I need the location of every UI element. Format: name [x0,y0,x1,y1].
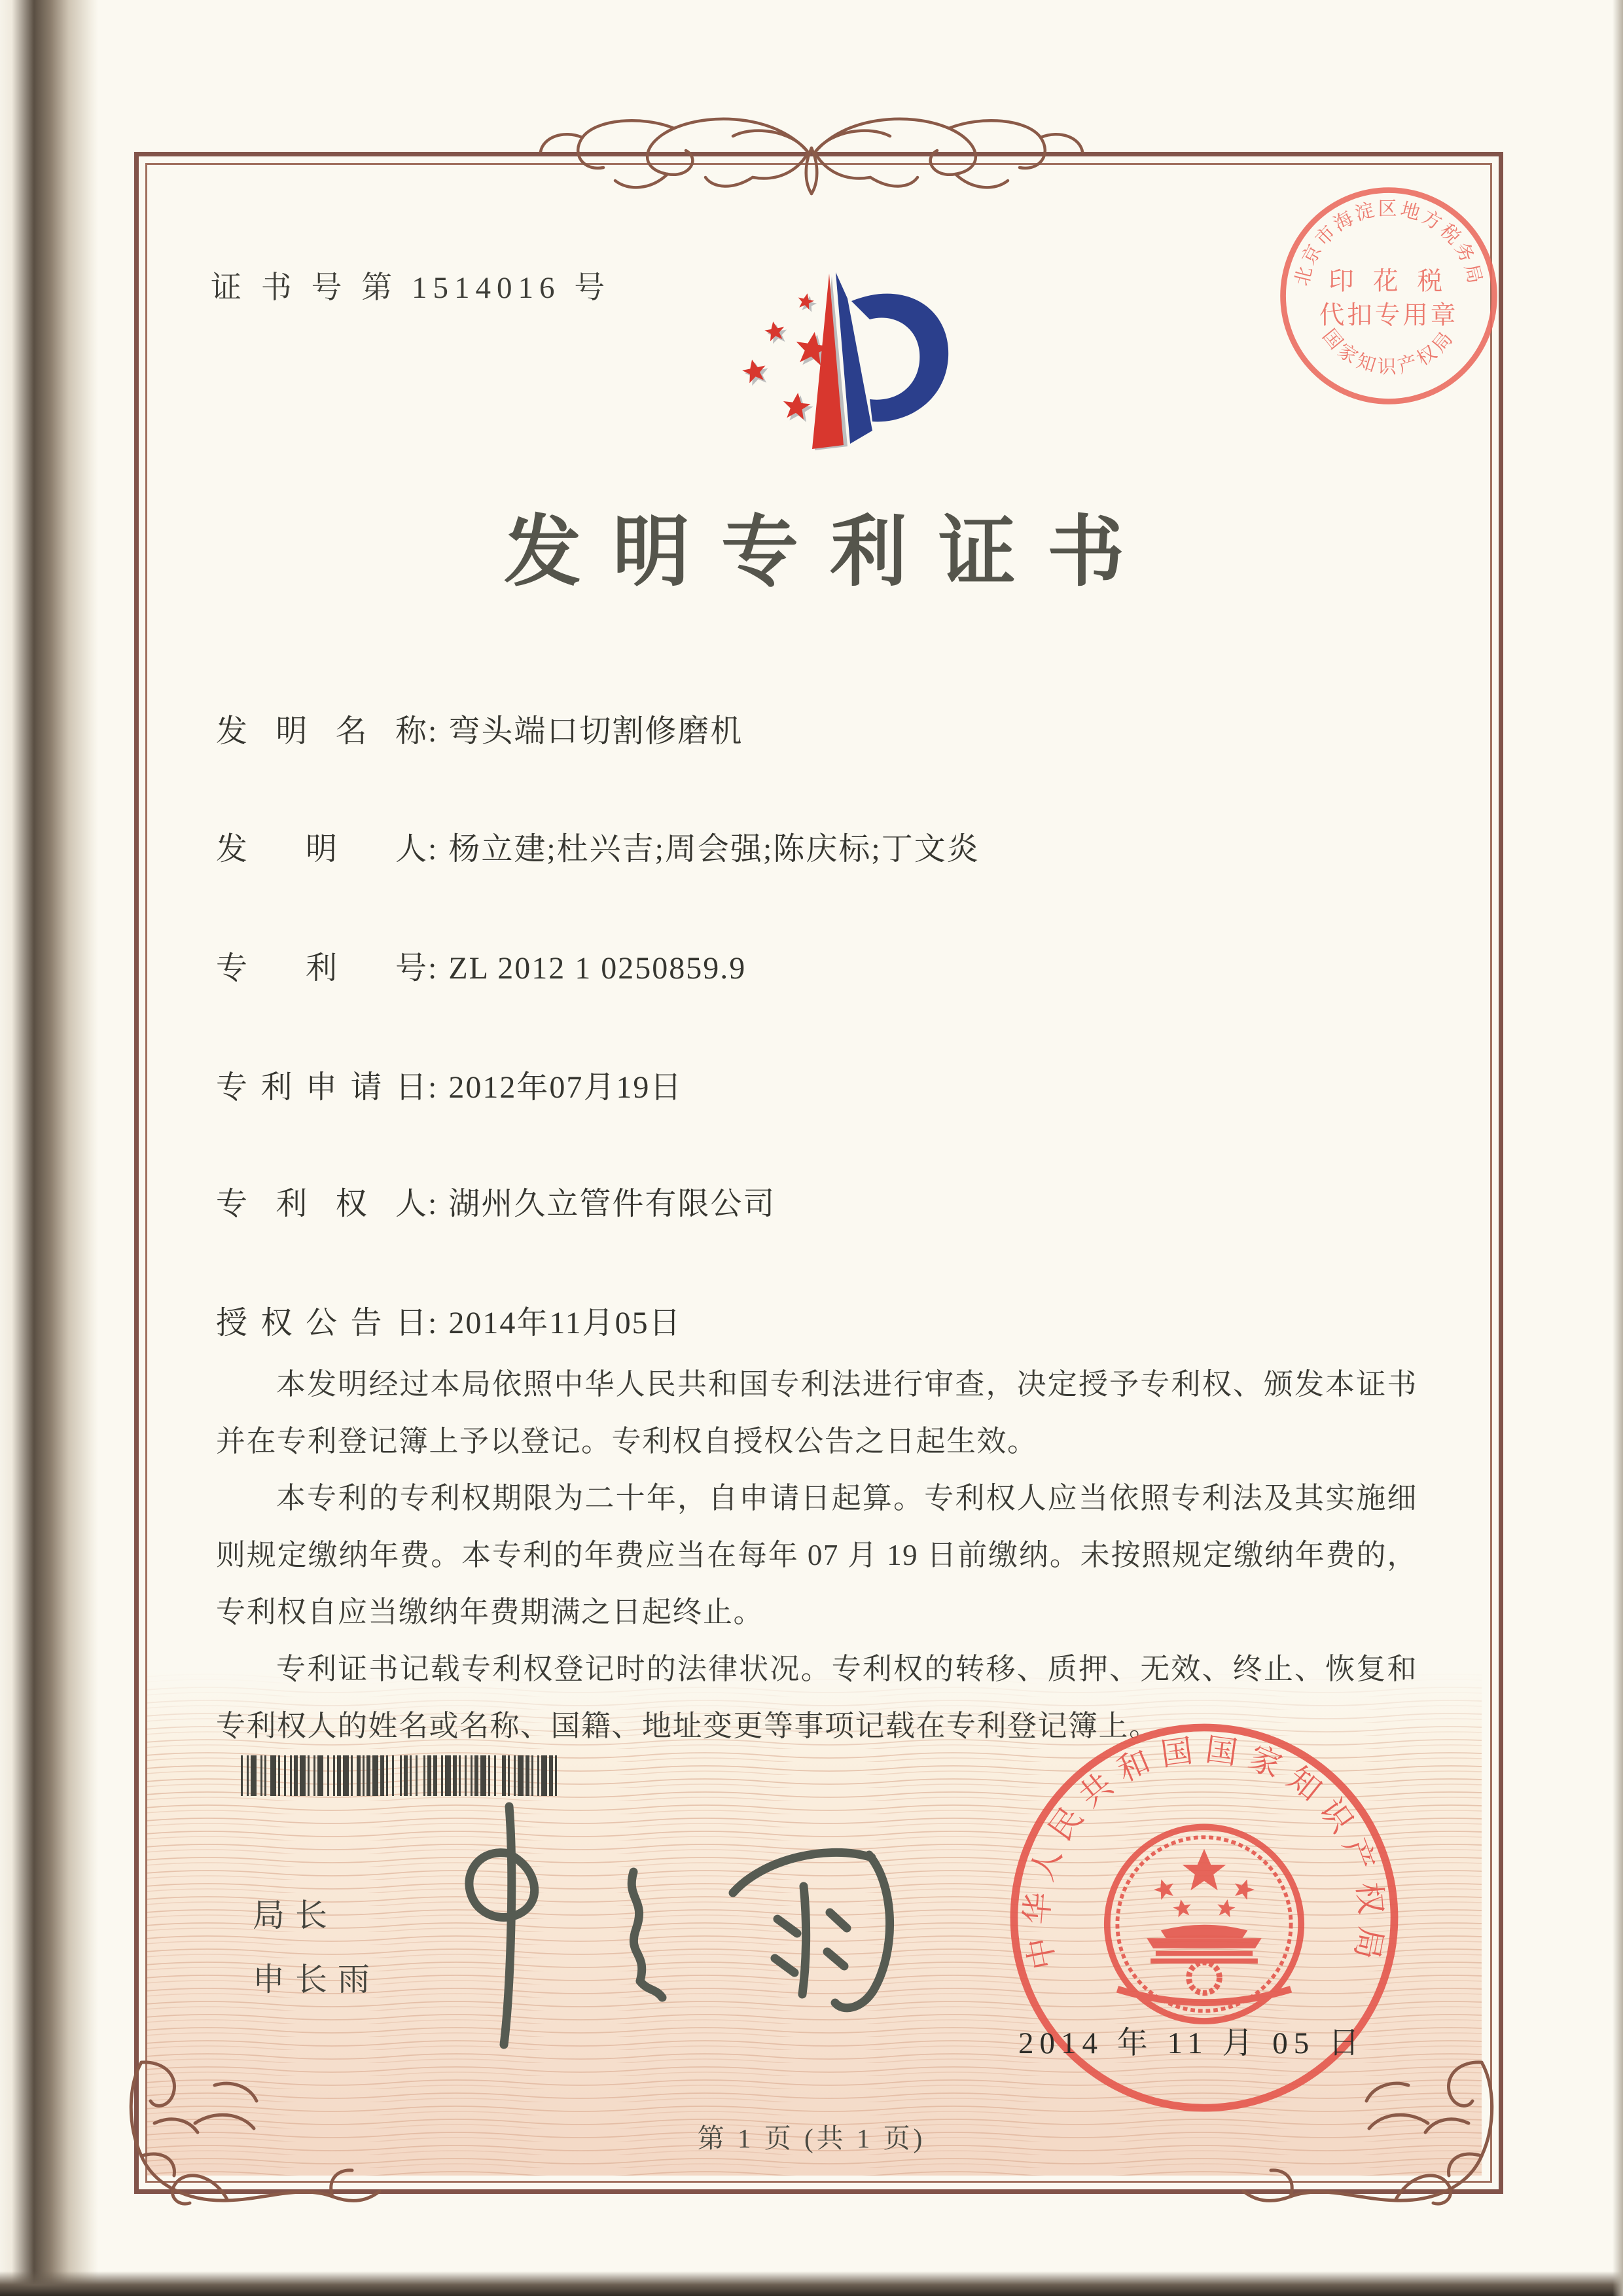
director-signature [411,1795,895,2056]
issue-date: 2014 年 11 月 05 日 [1018,2026,1366,2060]
field-colon: : [428,951,437,986]
field-filing-date [216,1062,683,1107]
national-emblem-icon [1107,1827,1301,2021]
field-colon: : [428,1187,437,1221]
field-value: 弯头端口切割修磨机 [448,714,743,749]
field-value: ZL 2012 1 0250859.9 [448,951,747,986]
legal-paragraph-2: 本专利的专利权期限为二十年，自申请日起算。专利权人应当依照专利法及其实施细则规定缴纳年费。本专利的年费应当在每年 07 月 19 日前缴纳。未按照规定缴纳年费的，专利权自应当缴纳年费期满之日起终止。 [216,1482,1418,1628]
field-label: 发明人 [216,832,427,867]
field-inventors [216,823,980,869]
field-value: 湖州久立管件有限公司 [448,1187,776,1221]
tax-seal-arc-top-text: 北京市海淀区地方税务局 [1291,198,1486,289]
page-number-footer: 第 1 页 (共 1 页) [697,2123,926,2153]
field-label: 专利权人 [216,1187,427,1221]
right-scan-edge [1613,0,1623,2296]
signer-name-label: 申长雨 [253,1962,381,1998]
field-value: 杨立建;杜兴吉;周会强;陈庆标;丁文炎 [448,832,980,867]
tax-seal-line1: 印 花 税 [1329,268,1449,296]
field-patent-number [216,942,746,988]
legal-text-block [216,1356,1418,1755]
field-invention-name [216,706,743,751]
tax-seal-arc-bottom-text: 国家知识产权局 [1318,325,1459,378]
signer-role-label: 局长 [253,1897,338,1933]
field-patentee [216,1178,776,1223]
field-value: 2012年07月19日 [448,1070,683,1105]
field-colon: : [428,1306,437,1340]
tax-stamp-seal [1275,182,1503,410]
field-grant-date [216,1297,682,1342]
field-colon: : [428,832,437,867]
certificate-number: 证 书 号 第 1514016 号 [211,271,611,305]
authority-seal-arc-text: 中华人民共和国国家知识产权局 [1019,1732,1389,1973]
field-label: 专利号 [216,951,427,986]
top-flourish-ornament [517,103,1106,205]
binding-shadow [0,0,98,2296]
field-label: 发明名称 [216,714,427,749]
bottom-scan-shadow [0,2271,1623,2296]
bottom-left-corner-ornament [116,2046,398,2206]
field-label: 授权公告日 [216,1306,427,1340]
svg-text:国家知识产权局 [1318,325,1459,378]
field-value: 2014年11月05日 [448,1306,682,1340]
certificate-title: 发明专利证书 [503,510,1156,596]
legal-paragraph-3: 专利证书记载专利权登记时的法律状况。专利权的转移、质押、无效、终止、恢复和专利权人的姓名或名称、国籍、地址变更等事项记载在专利登记簿上。 [216,1653,1418,1742]
field-colon: : [428,1070,437,1105]
field-colon: : [428,714,437,749]
legal-paragraph-1: 本发明经过本局依照中华人民共和国专利法进行审查，决定授予专利权、颁发本证书并在专利登记簿上予以登记。专利权自授权公告之日起生效。 [216,1368,1418,1458]
field-label: 专利申请日 [216,1070,427,1105]
barcode [241,1755,630,1796]
tax-seal-line2: 代扣专用章 [1319,302,1459,330]
sipo-logo-icon [710,253,952,465]
